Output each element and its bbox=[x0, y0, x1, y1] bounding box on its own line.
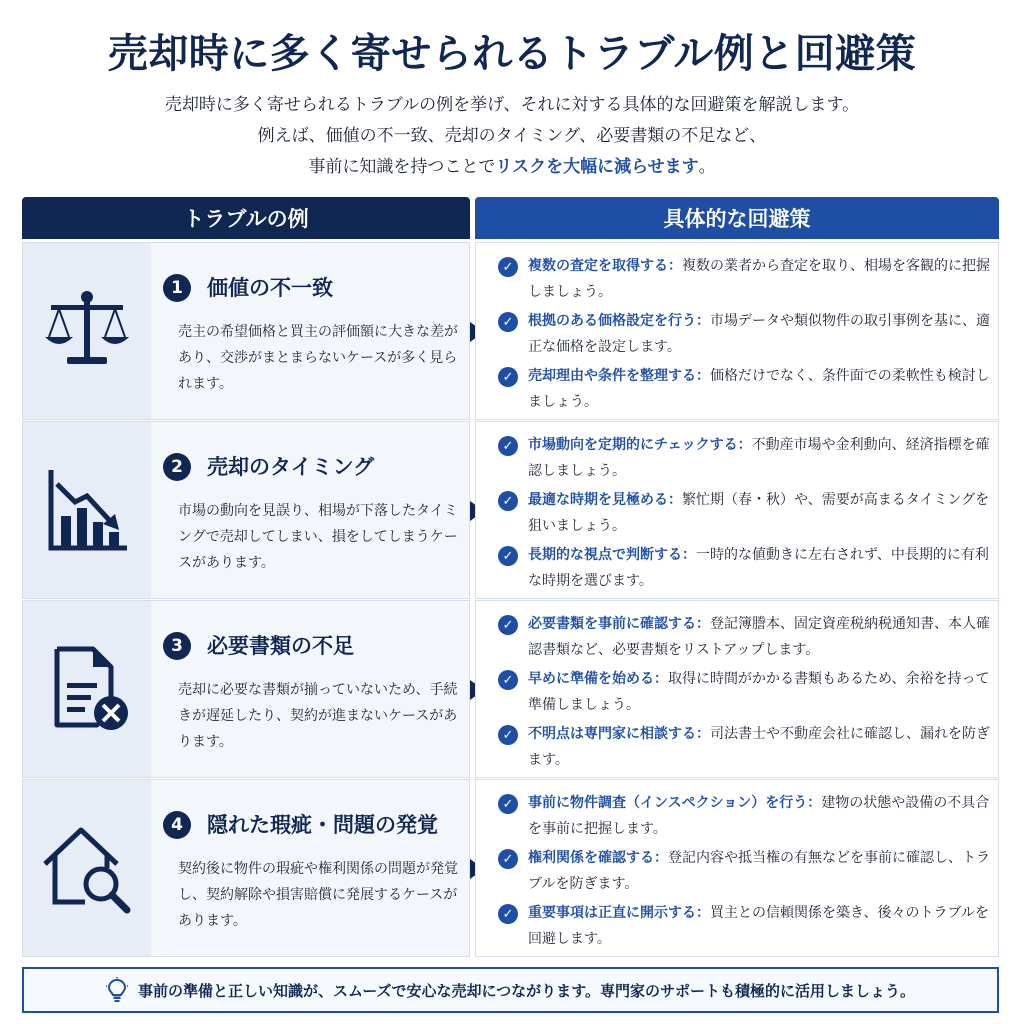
solution-heading: 権利関係を確認する： bbox=[528, 850, 668, 866]
solution-heading: 市場動向を定期的にチェックする： bbox=[528, 437, 752, 453]
solution-body: 建物の状態や設備の不具合を事前に把握します。 bbox=[528, 795, 990, 837]
trouble-panel bbox=[22, 779, 470, 957]
check-icon: ✓ bbox=[498, 725, 518, 745]
trouble-description: 売却に必要な書類が揃っていないため、手続きが遅延したり、契約が進まないケースがあります。 bbox=[178, 682, 458, 750]
trouble-row-2 bbox=[22, 421, 999, 599]
footer-text: 事前の準備と正しい知識が、スムーズで安心な売却につながります。専門家のサポートも積極的に活用しましょう。 bbox=[137, 981, 915, 1000]
declining-chart-icon bbox=[23, 422, 151, 598]
solution-heading: 不明点は専門家に相談する： bbox=[528, 726, 710, 742]
solution-heading: 最適な時期を見極める： bbox=[528, 492, 682, 508]
solution-heading: 必要書類を事前に確認する： bbox=[528, 616, 710, 632]
solution-body: 取得に時間がかかる書類もあるため、余裕を持って準備しましょう。 bbox=[528, 671, 990, 713]
solution-item bbox=[498, 721, 990, 776]
solution-heading: 長期的な視点で判断する： bbox=[528, 547, 696, 563]
solution-body: 一時的な値動きに左右されず、中長期的に有利な時期を選びます。 bbox=[528, 547, 989, 589]
solution-body: 登記内容や抵当権の有無などを事前に確認し、トラブルを防ぎます。 bbox=[528, 850, 990, 892]
solution-item bbox=[498, 845, 990, 900]
trouble-row-1 bbox=[22, 242, 999, 420]
page-title: 売却時に多く寄せられるトラブル例と回避策 bbox=[107, 31, 917, 77]
check-icon: ✓ bbox=[498, 257, 518, 277]
solution-item bbox=[498, 487, 990, 542]
check-icon: ✓ bbox=[498, 670, 518, 690]
solution-item bbox=[498, 308, 990, 363]
solution-item bbox=[498, 611, 990, 666]
trouble-description: 売主の希望価格と買主の評価額に大きな差があり、交渉がまとまらないケースが多く見られます。 bbox=[178, 324, 458, 392]
header-solutions: 具体的な回避策 bbox=[475, 197, 999, 239]
solution-body: 買主との信頼関係を築き、後々のトラブルを回避します。 bbox=[528, 905, 989, 947]
lightbulb-icon bbox=[106, 977, 128, 1003]
solution-body: 価格だけでなく、条件面での柔軟性も検討しましょう。 bbox=[528, 368, 990, 410]
trouble-row-4 bbox=[22, 779, 999, 957]
subtitle-line-1: 売却時に多く寄せられるトラブルの例を挙げ、それに対する具体的な回避策を解説します。 bbox=[164, 95, 860, 115]
solution-item bbox=[498, 790, 990, 845]
scales-icon bbox=[23, 243, 151, 419]
solution-item bbox=[498, 363, 990, 418]
trouble-panel bbox=[22, 242, 470, 420]
solution-heading: 複数の査定を取得する： bbox=[528, 258, 682, 274]
subtitle-line-3-prefix: 事前に知識を持つことで bbox=[308, 157, 496, 177]
check-icon: ✓ bbox=[498, 436, 518, 456]
solution-body: 登記簿謄本、固定資産税納税通知書、本人確認書類など、必要書類をリストアップします。 bbox=[528, 616, 990, 658]
solution-heading: 早めに準備を始める： bbox=[528, 671, 668, 687]
solution-body: 司法書士や不動産会社に確認し、漏れを防ぎます。 bbox=[528, 726, 990, 768]
trouble-number-badge: 3 bbox=[163, 632, 191, 660]
check-icon: ✓ bbox=[498, 546, 518, 566]
solution-item bbox=[498, 542, 990, 597]
check-icon: ✓ bbox=[498, 794, 518, 814]
subtitle-line-3-suffix: 。 bbox=[698, 157, 716, 177]
trouble-description: 市場の動向を見誤り、相場が下落したタイミングで売却してしまい、損をしてしまうケースがあります。 bbox=[178, 503, 458, 571]
footer-tip bbox=[22, 967, 999, 1013]
trouble-number-badge: 2 bbox=[163, 453, 191, 481]
solution-heading: 売却理由や条件を整理する： bbox=[528, 368, 710, 384]
trouble-panel bbox=[22, 600, 470, 778]
solution-heading: 事前に物件調査（インスペクション）を行う： bbox=[528, 795, 822, 811]
trouble-panel bbox=[22, 421, 470, 599]
subtitle-line-2: 例えば、価値の不一致、売却のタイミング、必要書類の不足など、 bbox=[257, 126, 767, 146]
subtitle-highlight: リスクを大幅に減らせます bbox=[495, 157, 699, 177]
solution-heading: 根拠のある価格設定を行う： bbox=[528, 313, 710, 329]
check-icon: ✓ bbox=[498, 615, 518, 635]
check-icon: ✓ bbox=[498, 904, 518, 924]
solution-item bbox=[498, 666, 990, 721]
check-icon: ✓ bbox=[498, 849, 518, 869]
solution-body: 複数の業者から査定を取り、相場を客観的に把握しましょう。 bbox=[528, 258, 990, 300]
trouble-number-badge: 4 bbox=[163, 811, 191, 839]
house-search-icon bbox=[23, 780, 151, 956]
trouble-title: 売却のタイミング bbox=[207, 455, 375, 479]
check-icon: ✓ bbox=[498, 312, 518, 332]
solution-item bbox=[498, 900, 990, 955]
solution-body: 市場データや類似物件の取引事例を基に、適正な価格を設定します。 bbox=[528, 313, 990, 355]
solutions-panel bbox=[475, 421, 999, 599]
document-x-icon bbox=[23, 601, 151, 777]
trouble-description: 契約後に物件の瑕疵や権利関係の問題が発覚し、契約解除や損害賠償に発展するケースがあります。 bbox=[178, 861, 458, 929]
solutions-panel bbox=[475, 779, 999, 957]
solution-body: 繁忙期（春・秋）や、需要が高まるタイミングを狙いましょう。 bbox=[528, 492, 990, 534]
trouble-title: 隠れた瑕疵・問題の発覚 bbox=[207, 813, 438, 837]
subtitle-line-3 bbox=[0, 152, 1024, 183]
trouble-title: 価値の不一致 bbox=[207, 276, 333, 300]
solution-item bbox=[498, 253, 990, 308]
page-subtitle bbox=[0, 90, 1024, 183]
solutions-panel bbox=[475, 242, 999, 420]
trouble-title: 必要書類の不足 bbox=[207, 634, 354, 658]
solution-body: 不動産市場や金利動向、経済指標を確認しましょう。 bbox=[528, 437, 990, 479]
check-icon: ✓ bbox=[498, 491, 518, 511]
trouble-row-3 bbox=[22, 600, 999, 778]
solutions-panel bbox=[475, 600, 999, 778]
header-trouble-examples: トラブルの例 bbox=[22, 197, 470, 239]
solution-heading: 重要事項は正直に開示する： bbox=[528, 905, 710, 921]
check-icon: ✓ bbox=[498, 367, 518, 387]
solution-item bbox=[498, 432, 990, 487]
trouble-number-badge: 1 bbox=[163, 274, 191, 302]
